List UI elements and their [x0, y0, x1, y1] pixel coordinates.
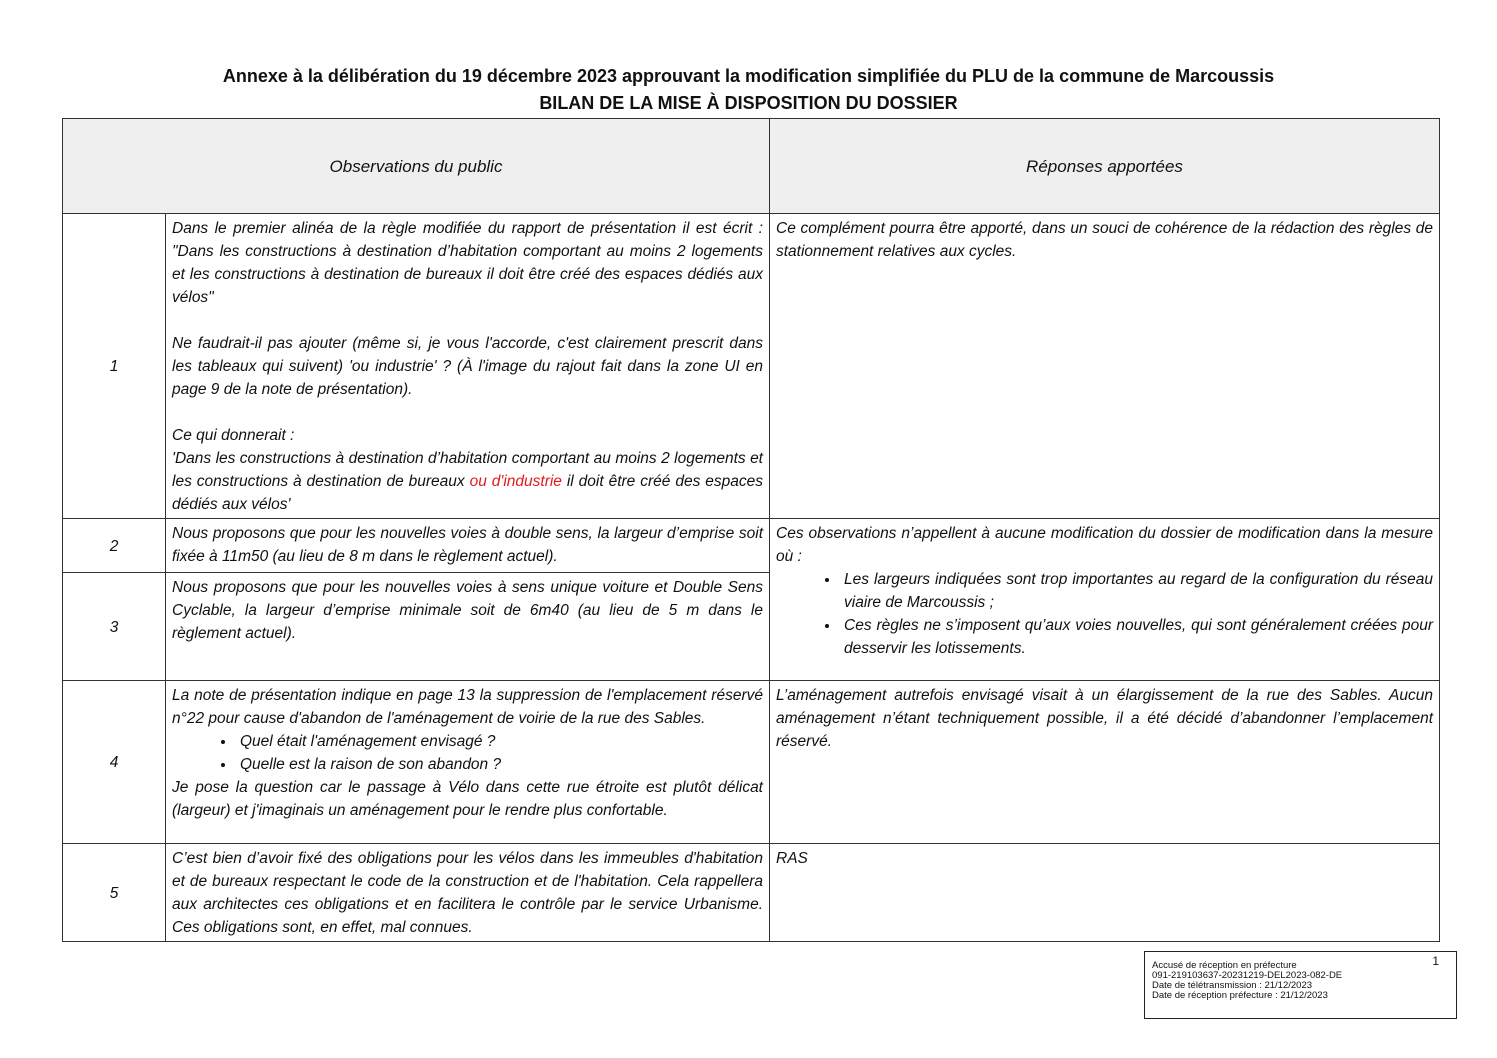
- observation-bullet-list: [172, 730, 763, 776]
- list-item: • Les largeurs indiquées sont trop importantes au regard de la configuration du réseau viaire de Marcoussis ;: [840, 568, 1433, 614]
- response-cell: Ce complément pourra être apporté, dans un souci de cohérence de la rédaction des règles de stationnement relatives aux cycles.: [770, 214, 1440, 519]
- observation-cell: C’est bien d’avoir fixé des obligations pour les vélos dans les immeubles d'habitation et de bureaux respectant le code de la construction et de l'habitation. Cela rappellera aux architectes ces obligations et en facilitera le contrôle par le service Urbanisme. Ces obligations sont, en effet, mal connues.: [166, 844, 770, 942]
- observation-paragraph: Ne faudrait-il pas ajouter (même si, je vous l'accorde, c'est clairement prescrit dans les tableaux qui suivent) 'ou industrie' ? (À l'image du rajout fait dans la zone UI en page 9 de la note de présentation).: [172, 335, 763, 398]
- response-cell: L’aménagement autrefois envisagé visait à un élargissement de la rue des Sables. Aucun aménagement n’étant techniquement possible, il a été décidé d’abandonner l’emplacement réservé.: [770, 681, 1440, 844]
- document-subtitle: BILAN DE LA MISE À DISPOSITION DU DOSSIER: [539, 93, 958, 113]
- header-responses: Réponses apportées: [770, 119, 1440, 214]
- observations-table: [62, 118, 1440, 942]
- table-row: [63, 844, 1440, 942]
- list-item: • Quel était l'aménagement envisagé ?: [236, 730, 763, 753]
- stamp-line: Accusé de réception en préfecture: [1152, 960, 1297, 971]
- row-number: 2: [63, 519, 166, 573]
- document-title: Annexe à la délibération du 19 décembre 2023 approuvant la modification simplifiée du PLU de la commune de Marcoussis: [222, 66, 1275, 86]
- observation-paragraph: [172, 447, 763, 516]
- prefecture-receipt-stamp: [1144, 951, 1457, 1019]
- row-number: 5: [63, 844, 166, 942]
- header-observations: Observations du public: [63, 119, 770, 214]
- observation-text: 'Dans les constructions à destination d’habitation comportant au moins 2 logements et les constructions à destination de bureaux: [172, 450, 763, 490]
- row-number: 4: [63, 681, 166, 844]
- response-bullet-list: [776, 568, 1433, 660]
- table-row: [63, 519, 1440, 573]
- highlighted-text: ou d'industrie: [469, 473, 562, 490]
- row-number: 1: [63, 214, 166, 519]
- table-header-row: [63, 119, 1440, 214]
- observation-cell: [166, 214, 770, 519]
- row-number: 3: [63, 573, 166, 681]
- stamp-line: 091-219103637-20231219-DEL2023-082-DE: [1152, 970, 1343, 981]
- observation-cell: Nous proposons que pour les nouvelles voies à double sens, la largeur d’emprise soit fixée à 11m50 (au lieu de 8 m dans le règlement actuel).: [166, 519, 770, 573]
- response-cell: [770, 519, 1440, 681]
- observation-cell: [166, 681, 770, 844]
- stamp-line: Date de réception préfecture : 21/12/2023: [1152, 990, 1328, 1001]
- page-number: 1: [1432, 954, 1439, 968]
- table-row: [63, 681, 1440, 844]
- stamp-line: Date de télétransmission : 21/12/2023: [1152, 980, 1313, 991]
- table-row: [63, 214, 1440, 519]
- list-item: • Quelle est la raison de son abandon ?: [236, 753, 763, 776]
- response-cell: RAS: [770, 844, 1440, 942]
- observation-paragraph: Dans le premier alinéa de la règle modifiée du rapport de présentation il est écrit : "Dans les constructions à destination d’habitation comportant au moins 2 logements et les constructions à destination de bureaux il doit être créé des espaces dédiés aux vélos": [172, 220, 763, 306]
- observation-paragraph: La note de présentation indique en page 13 la suppression de l'emplacement réservé n°22 pour cause d'abandon de l'aménagement de voirie de la rue des Sables.: [172, 687, 763, 727]
- observation-paragraph: Je pose la question car le passage à Vélo dans cette rue étroite est plutôt délicat (largeur) et j'imaginais un aménagement pour le rendre plus confortable.: [172, 779, 763, 819]
- list-item: • Ces règles ne s’imposent qu’aux voies nouvelles, qui sont généralement créées pour desservir les lotissements.: [840, 614, 1433, 660]
- observation-paragraph: Ce qui donnerait :: [172, 427, 295, 444]
- observation-cell: Nous proposons que pour les nouvelles voies à sens unique voiture et Double Sens Cyclable, la largeur d’emprise minimale soit de 6m40 (au lieu de 5 m dans le règlement actuel).: [166, 573, 770, 681]
- observation-text: il doit être créé des espaces dédiés aux vélos': [172, 473, 763, 513]
- response-intro: Ces observations n’appellent à aucune modification du dossier de modification dans la mesure où :: [776, 525, 1433, 565]
